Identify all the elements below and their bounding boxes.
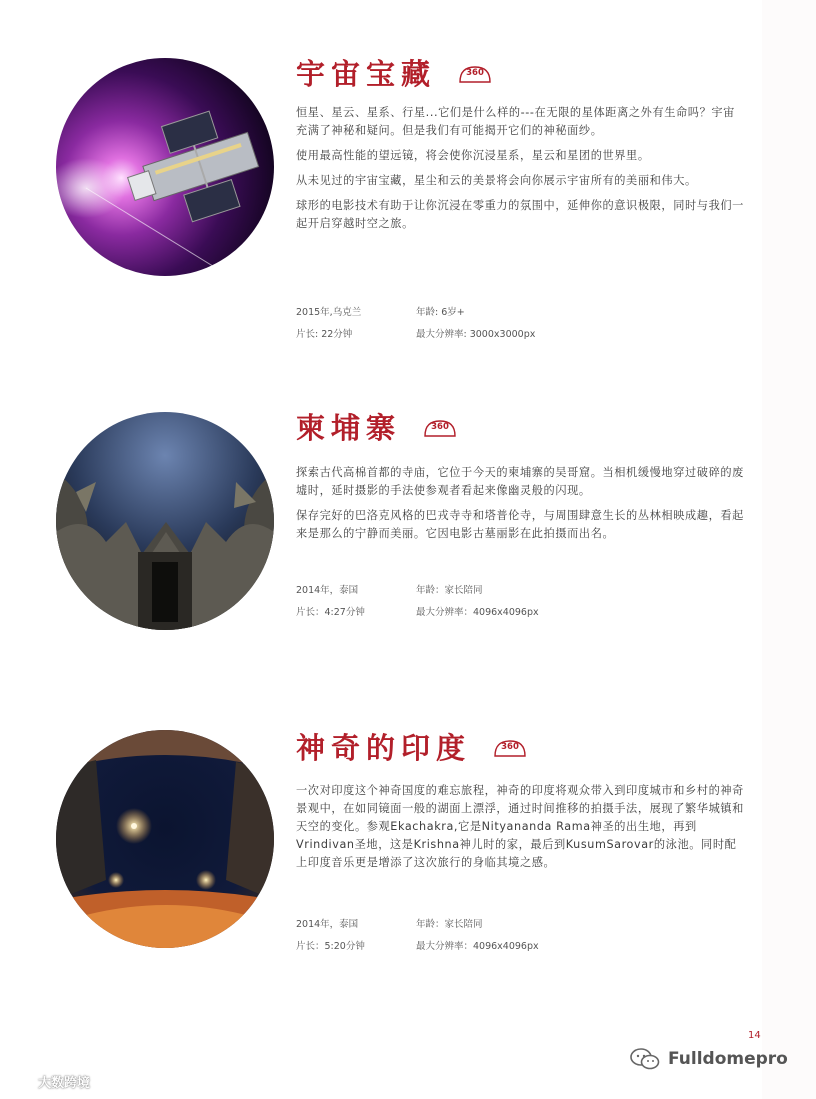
film-2-dome-image	[56, 412, 274, 630]
film-2-paragraph-1: 探索古代高棉首都的寺庙，它位于今天的柬埔寨的吴哥窟。当相机缓慢地穿过破碎的废墟时，延时摄影的手法使参观者看起来像幽灵般的闪现。	[296, 466, 744, 497]
watermark-text: 大数跨境	[38, 1076, 91, 1091]
film-3-title-row	[296, 730, 527, 766]
film-3-year-country: 2014年，泰国	[296, 919, 359, 930]
film-3-dome-image	[56, 730, 274, 948]
film-3-title: 神奇的印度	[296, 731, 472, 765]
film-3-age: 年龄：家长陪同	[416, 919, 483, 930]
film-1-badge-text: 360	[466, 68, 484, 78]
film-1-meta	[296, 300, 716, 344]
film-2-description	[296, 464, 746, 550]
watermark-logo-icon	[8, 1074, 34, 1090]
film-2-year-country: 2014年，泰国	[296, 585, 359, 596]
page-number: 14	[748, 1030, 761, 1041]
film-3-resolution: 最大分辨率：4096x4096px	[416, 941, 539, 952]
film-2-duration: 片长：4:27分钟	[296, 607, 365, 618]
film-1-description	[296, 104, 746, 240]
film-2-age: 年龄：家长陪同	[416, 585, 483, 596]
film-1-paragraph-4: 球形的电影技术有助于让你沉浸在零重力的氛围中，延伸你的意识极限，同时与我们一起开启穿越时空之旅。	[296, 199, 744, 230]
brand-signature[interactable]	[630, 1048, 788, 1070]
film-3-meta	[296, 912, 716, 956]
wechat-icon	[630, 1048, 660, 1070]
brand-name: Fulldomepro	[668, 1049, 788, 1069]
film-1-paragraph-1: 恒星、星云、星系、行星...它们是什么样的---在无限的星体距离之外有生命吗？宇宙充满了神秘和疑问。但是我们有可能揭开它们的神秘面纱。	[296, 106, 735, 137]
film-3-paragraph-1: 一次对印度这个神奇国度的难忘旅程，神奇的印度将观众带入到印度城市和乡村的神奇景观中，在如同镜面一般的湖面上漂浮，通过时间推移的拍摄手法，展现了繁华城镇和天空的变化。参观Ekachakra,它是Nityananda Rama神圣的出生地，再到Vrindivan圣地，这是Krishna神儿时的家，最后到KusumSarovar的泳池。同时配上印度音乐更是增添了这次旅行的身临其境之感。	[296, 784, 744, 869]
watermark	[8, 1072, 90, 1091]
film-1-duration: 片长: 22分钟	[296, 329, 353, 340]
film-3-360-badge	[493, 738, 527, 758]
film-2-paragraph-2: 保存完好的巴洛克风格的巴戎寺寺和塔普伦寺，与周围肆意生长的丛林相映成趣，看起来是那么的宁静而美丽。它因电影古墓丽影在此拍摄而出名。	[296, 509, 744, 540]
film-1-paragraph-3: 从未见过的宇宙宝藏，星尘和云的美景将会向你展示宇宙所有的美丽和伟大。	[296, 174, 697, 187]
film-3-badge-text: 360	[501, 742, 519, 752]
film-2-meta	[296, 578, 716, 622]
film-1-dome-image	[56, 58, 274, 276]
film-1-title: 宇宙宝藏	[296, 57, 437, 91]
film-1-title-row	[296, 56, 492, 92]
film-1-360-badge	[458, 64, 492, 84]
film-1-year-country: 2015年,乌克兰	[296, 307, 362, 318]
film-2-badge-text: 360	[431, 422, 449, 432]
film-2-title: 柬埔寨	[296, 411, 402, 445]
film-1-resolution: 最大分辨率: 3000x3000px	[416, 329, 536, 340]
film-2-360-badge	[423, 418, 457, 438]
film-3-duration: 片长：5:20分钟	[296, 941, 365, 952]
film-1-paragraph-2: 使用最高性能的望远镜，将会使你沉浸星系，星云和星团的世界里。	[296, 149, 650, 162]
film-3-description	[296, 782, 746, 879]
film-1-age: 年龄: 6岁+	[416, 307, 465, 318]
film-2-resolution: 最大分辨率：4096x4096px	[416, 607, 539, 618]
film-2-title-row	[296, 410, 457, 446]
